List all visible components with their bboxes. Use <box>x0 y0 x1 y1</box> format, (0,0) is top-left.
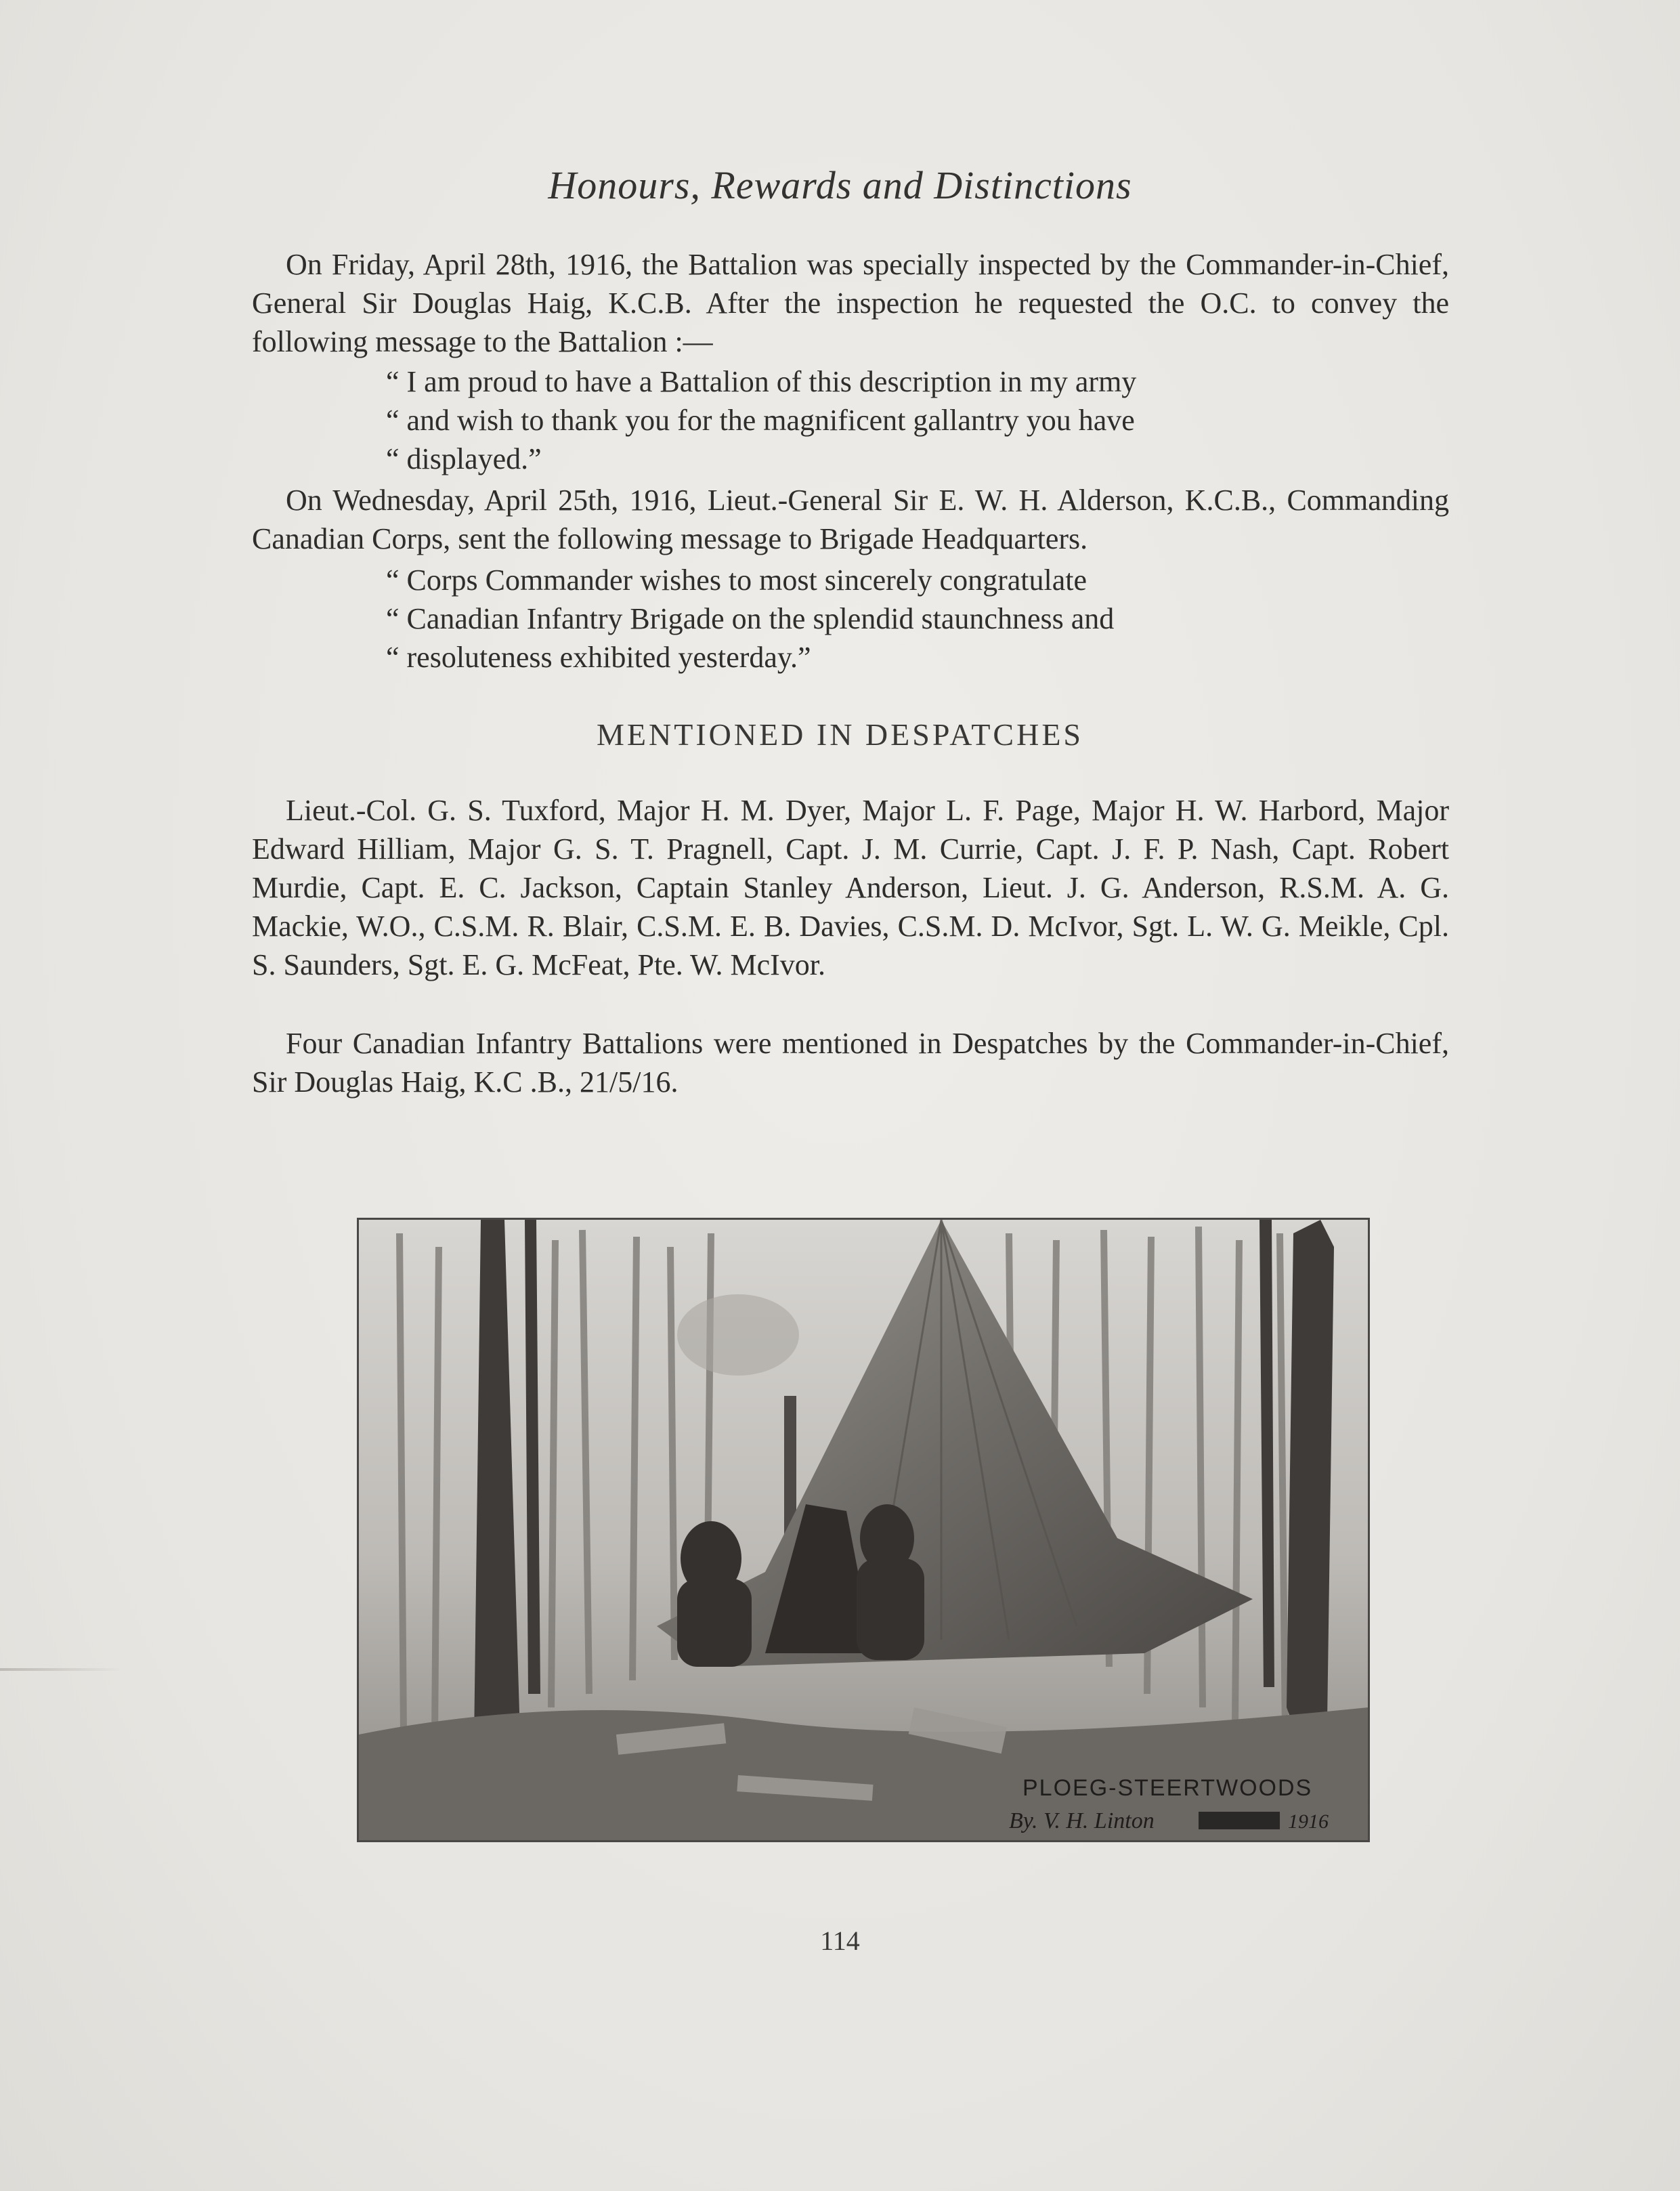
alderson-quote <box>386 561 1334 677</box>
page-tear-mark <box>0 1668 122 1671</box>
artist-signature: By. V. H. Linton <box>1009 1808 1155 1833</box>
section-heading: MENTIONED IN DESPATCHES <box>597 717 1083 752</box>
page-title: Honours, Rewards and Distinctions <box>548 163 1132 207</box>
haig-quote <box>386 362 1334 478</box>
quote-line: “ Canadian Infantry Brigade on the splendid staunchness and <box>386 602 1115 635</box>
battalions-paragraph-text: Four Canadian Infantry Battalions were mentioned in Despatches by the Commander-in-Chief, Sir Douglas Haig, K.C .B., 21/5/16. <box>252 1027 1449 1099</box>
sketch-year: 1916 <box>1288 1810 1329 1833</box>
quote-line: “ displayed.” <box>386 442 542 475</box>
sketch-drawing <box>359 1220 1368 1840</box>
despatches-names-text: Lieut.-Col. G. S. Tuxford, Major H. M. Dyer, Major L. F. Page, Major H. W. Harbord, Major Edward Hilliam, Major G. S. T. Pragnell, Capt. J. M. Currie, Capt. J. F. P. Nash, Capt. Robert Murdie, Capt. E. C. Jackson, Captain Stanley Anderson, Lieut. J. G. Anderson, R.S.M. A. G. Mackie, W.O., C.S.M. R. Blair, C.S.M. E. B. Davies, C.S.M. D. McIvor, Sgt. L. W. G. Meikle, Cpl. S. Saunders, Sgt. E. G. McFeat, Pte. W. McIvor. <box>252 794 1449 981</box>
illustration-tent-in-woods <box>357 1218 1370 1842</box>
signature-redaction <box>1199 1812 1280 1829</box>
page-number: 114 <box>820 1926 860 1956</box>
quote-line: “ resoluteness exhibited yesterday.” <box>386 641 811 674</box>
quote-line: “ I am proud to have a Battalion of this description in my army <box>386 365 1137 398</box>
smoke <box>677 1294 799 1376</box>
quote-line: “ Corps Commander wishes to most sincerely congratulate <box>386 563 1087 597</box>
alderson-paragraph <box>252 481 1449 558</box>
battalions-paragraph <box>252 1024 1449 1101</box>
intro-paragraph <box>252 245 1449 361</box>
sketch-caption: PLOEG-STEERTWOODS <box>1022 1775 1313 1801</box>
intro-paragraph-text: On Friday, April 28th, 1916, the Battalion was specially inspected by the Commander-in-Chief, General Sir Douglas Haig, K.C.B. After the inspection he requested the O.C. to convey the following message to the Battalion :— <box>252 248 1449 358</box>
quote-line: “ and wish to thank you for the magnificent gallantry you have <box>386 404 1135 437</box>
despatches-names <box>252 791 1449 984</box>
alderson-paragraph-text: On Wednesday, April 25th, 1916, Lieut.-General Sir E. W. H. Alderson, K.C.B., Commanding Canadian Corps, sent the following message to Brigade Headquarters. <box>252 484 1449 555</box>
